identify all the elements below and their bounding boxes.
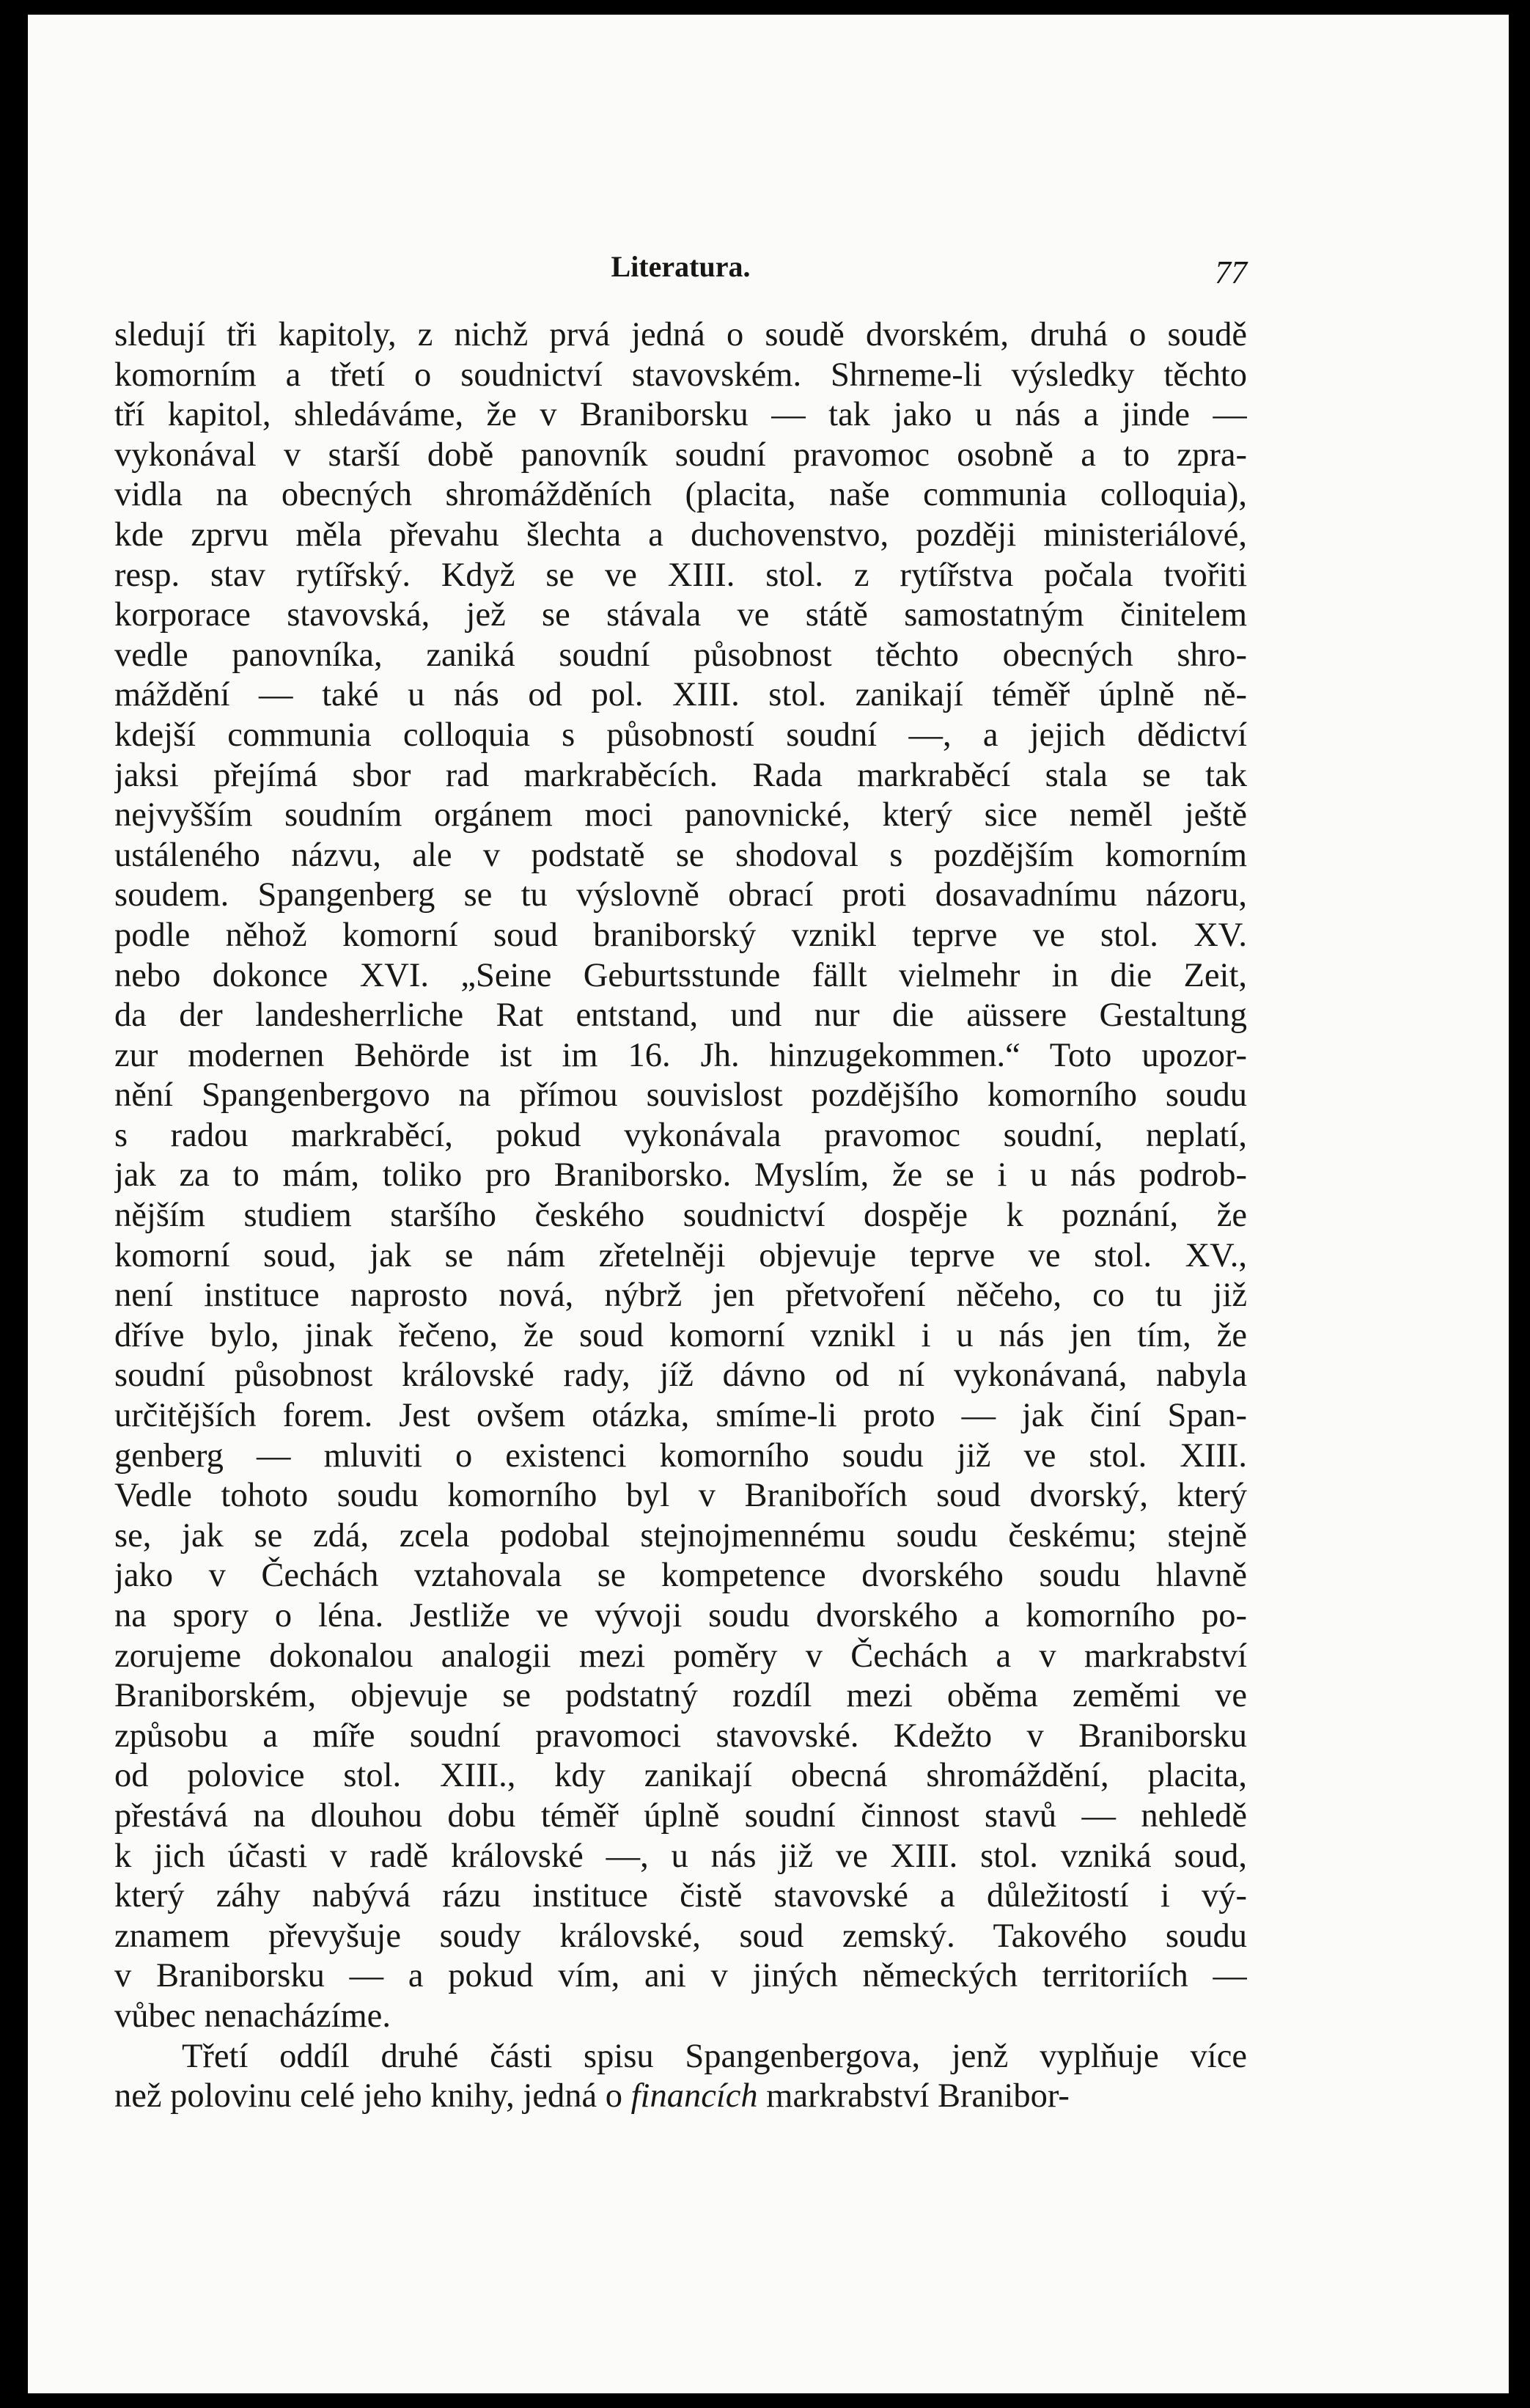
text-line: který záhy nabývá rázu instituce čistě stavovské a důležitostí i vý- — [114, 1877, 1247, 1915]
text-line: nejvyšším soudním orgánem moci panovnické, který sice neměl ještě — [114, 796, 1247, 834]
text-line: k jich účasti v radě královské —, u nás již ve XIII. stol. vzniká soud, — [114, 1837, 1247, 1875]
text-line: v Braniborsku — a pokud vím, ani v jiných německých territoriích — — [114, 1957, 1247, 1995]
text-line: tří kapitol, shledáváme, že v Braniborsku — tak jako u nás a jinde — — [114, 396, 1247, 434]
text-line: kde zprvu měla převahu šlechta a duchovenstvo, později ministeriálové, — [114, 515, 1247, 554]
text-line: zorujeme dokonalou analogii mezi poměry v Čechách a v markrabství — [114, 1637, 1247, 1675]
text-line: nebo dokonce XVI. „Seine Geburtsstunde fällt vielmehr in die Zeit, — [114, 956, 1247, 994]
text-line: znamem převyšuje soudy královské, soud zemský. Takového soudu — [114, 1917, 1247, 1955]
text-line: da der landesherrliche Rat entstand, und nur die aüssere Gestaltung — [114, 996, 1247, 1035]
text-line: způsobu a míře soudní pravomoci stavovské. Kdežto v Braniborsku — [114, 1717, 1247, 1755]
page-number: 77 — [1215, 254, 1247, 290]
text-line: se, jak se zdá, zcela podobal stejnojmennému soudu českému; stejně — [114, 1516, 1247, 1554]
text-line: vidla na obecných shromážděních (placita, naše communia colloquia), — [114, 476, 1247, 514]
text-line: zur modernen Behörde ist im 16. Jh. hinzugekommen.“ Toto upozor- — [114, 1036, 1247, 1074]
text-line: jaksi přejímá sbor rad markraběcích. Rada markraběcí stala se tak — [114, 756, 1247, 794]
text-line: dříve bylo, jinak řečeno, že soud komorní vznikl i u nás jen tím, že — [114, 1316, 1247, 1354]
paragraph — [114, 2037, 1247, 2117]
text-line: není instituce naprosto nová, nýbrž jen přetvoření něčeho, co tu již — [114, 1277, 1247, 1315]
book-page — [28, 15, 1509, 2393]
text-line: korporace stavovská, jež se stávala ve státě samostatným činitelem — [114, 596, 1247, 634]
text-line: jako v Čechách vztahovala se kompetence dvorského soudu hlavně — [114, 1557, 1247, 1595]
text-line: vůbec nenacházíme. — [114, 1997, 391, 2035]
text-line: Vedle tohoto soudu komorního byl v Branibořích soud dvorský, který — [114, 1477, 1247, 1515]
text-line: vedle panovníka, zaniká soudní působnost těchto obecných shro- — [114, 636, 1247, 674]
text-line: resp. stav rytířský. Když se ve XIII. stol. z rytířstva počala tvořiti — [114, 556, 1247, 594]
text-line: určitějších forem. Jest ovšem otázka, smíme-li proto — jak činí Span- — [114, 1397, 1247, 1435]
paragraph — [114, 315, 1247, 2037]
text-line: genberg — mluviti o existenci komorního soudu již ve stol. XIII. — [114, 1436, 1247, 1475]
text-line: Třetí oddíl druhé části spisu Spangenbergova, jenž vyplňuje více — [182, 2037, 1247, 2075]
text-line: soudní působnost královské rady, jíž dávno od ní vykonávaná, nabyla — [114, 1357, 1247, 1395]
text-line: na spory o léna. Jestliže ve vývoji soudu dvorského a komorního po- — [114, 1597, 1247, 1634]
text-line: přestává na dlouhou dobu téměř úplně soudní činnost stavů — nehledě — [114, 1796, 1247, 1835]
text-line: ustáleného názvu, ale v podstatě se shodoval s pozdějším komorním — [114, 836, 1247, 874]
text-line: sledují tři kapitoly, z nichž prvá jedná o soudě dvorském, druhá o soudě — [114, 316, 1247, 353]
text-line: máždění — také u nás od pol. XIII. stol. zanikají téměř úplně ně- — [114, 676, 1247, 714]
text-line: než polovinu celé jeho knihy, jedná o financích markrabství Branibor- — [114, 2077, 1070, 2115]
text-line: kdejší communia colloquia s působností soudní —, a jejich dědictví — [114, 716, 1247, 754]
text-line: vykonával v starší době panovník soudní pravomoc osobně a to zpra- — [114, 436, 1247, 474]
text-line: komorní soud, jak se nám zřetelněji objevuje teprve ve stol. XV., — [114, 1236, 1247, 1274]
text-line: od polovice stol. XIII., kdy zanikají obecná shromáždění, placita, — [114, 1757, 1247, 1795]
text-line: s radou markraběcí, pokud vykonávala pravomoc soudní, neplatí, — [114, 1116, 1247, 1154]
text-line: podle něhož komorní soud braniborský vznikl teprve ve stol. XV. — [114, 916, 1247, 954]
italic-emphasis: financích — [630, 2077, 758, 2115]
text-line: nějším studiem staršího českého soudnictví dospěje k poznání, že — [114, 1197, 1247, 1235]
text-line: soudem. Spangenberg se tu výslovně obrací proti dosavadnímu názoru, — [114, 876, 1247, 914]
body-text — [114, 315, 1247, 2117]
text-line: jak za to mám, toliko pro Braniborsko. Myslím, že se i u nás podrob- — [114, 1156, 1247, 1194]
page-header — [114, 243, 1247, 295]
text-line: Braniborském, objevuje se podstatný rozdíl mezi oběma zeměmi ve — [114, 1677, 1247, 1715]
running-title: Literatura. — [611, 250, 751, 283]
text-line: nění Spangenbergovo na přímou souvislost pozdějšího komorního soudu — [114, 1076, 1247, 1115]
text-line: komorním a třetí o soudnictví stavovském. Shrneme-li výsledky těchto — [114, 356, 1247, 394]
